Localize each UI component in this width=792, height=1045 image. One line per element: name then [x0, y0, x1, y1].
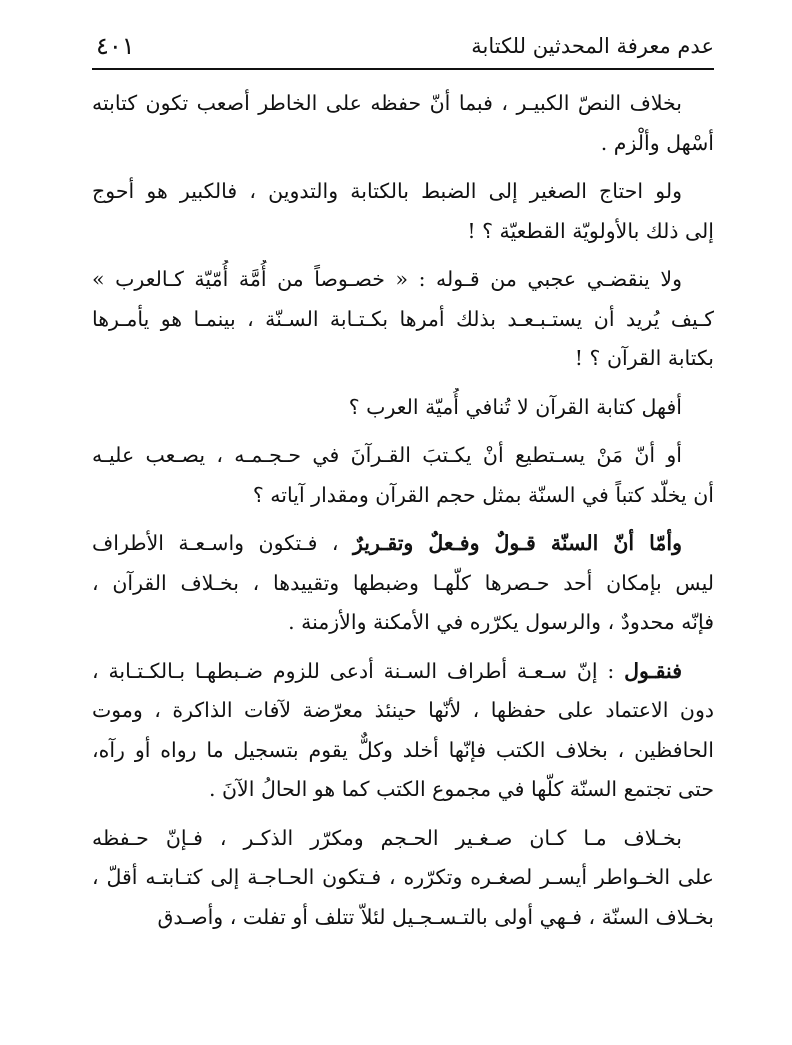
text-segment: أفهل كتابة القرآن لا تُنافي أُميّة العرب ؟: [348, 394, 682, 419]
text-line: [92, 84, 714, 124]
text-segment: الحافظين ، بخلاف الكتب فإنّها أخلد وكلٌّ يقوم بتسجيل ما رواه أو رآه،: [92, 737, 714, 762]
text-segment: ولا ينقضـي عجبي من قـوله : « خصـوصاً من أُمَّة أُمّيّة كـالعرب »: [92, 267, 682, 291]
text-line: [92, 436, 714, 476]
text-line: [92, 212, 714, 252]
text-segment: فإنّه محدودٌ ، والرسول يكرّره في الأمكنة والأزمنة .: [288, 610, 714, 634]
text-segment: أن يخلّد كتباً في السنّة بمثل حجم القرآن ومقدار آياته ؟: [252, 482, 714, 507]
text-line: [92, 603, 714, 643]
text-segment: بخلاف النصّ الكبيـر ، فبما أنّ حفظه على الخاطر أصعب تكون كتابته: [92, 91, 682, 115]
text-segment: : إنّ سـعـة أطراف السـنة أدعى للزوم ضـبطهـا بـالكـتـابة ،: [92, 658, 625, 683]
page-header: [92, 24, 714, 70]
text-segment: إلى ذلك بالأولويّة القطعيّة ؟ !: [467, 218, 714, 243]
text-segment: ليس بإمكان أحد حـصرها كلّهـا وضبطها وتقييدها ، بخـلاف القرآن ،: [92, 570, 714, 595]
text-segment: أسْهل وألْزم .: [600, 130, 714, 155]
paragraph: [92, 652, 714, 810]
text-line: [92, 770, 714, 810]
text-segment: ، فـتكون واسـعـة الأطراف: [92, 531, 353, 555]
paragraph: [92, 84, 714, 163]
text-line: [92, 388, 714, 428]
text-segment: بكتابة القرآن ؟ !: [574, 346, 714, 370]
text-line: [92, 819, 714, 859]
text-segment: على الخـواطر أيسـر لصغـره وتكرّره ، فـتكون الحـاجـة إلى كتـابتـه أقلّ ،: [92, 865, 714, 889]
text-segment: دون الاعتماد على حفظها ، لأنّها حينئذ معرّضة لآفات الذاكرة ، وموت: [92, 698, 714, 722]
paragraph: [92, 524, 714, 643]
bold-text-segment: وأمّا أنّ السنّة قـولٌ وفـعلٌ وتقـريرٌ: [352, 531, 683, 555]
text-line: [92, 731, 714, 771]
bold-text-segment: فنقـول: [624, 658, 683, 683]
text-line: [92, 652, 714, 692]
text-line: [92, 691, 714, 731]
text-line: [92, 260, 714, 300]
text-line: [92, 300, 714, 340]
text-line: [92, 898, 714, 938]
text-segment: بخـلاف السنّة ، فـهي أولى بالتـسـجـيل لئلاّ تتلف أو تفلت ، وأصـدق: [157, 904, 714, 929]
text-line: [92, 564, 714, 604]
paragraph: [92, 436, 714, 515]
book-page: [92, 24, 714, 937]
text-line: [92, 172, 714, 212]
text-line: [92, 858, 714, 898]
text-segment: بخـلاف مـا كـان صـغـير الحـجم ومكرّر الذكـر ، فـإنّ حـفظه: [92, 825, 682, 850]
text-line: [92, 124, 714, 164]
text-segment: حتى تجتمع السنّة كلّها في مجموع الكتب كما هو الحالُ الآنَ .: [208, 777, 714, 801]
text-segment: أو أنّ مَنْ يسـتطيع أنْ يكـتبَ القـرآنَ في حـجـمـه ، يصـعب عليـه: [92, 443, 682, 467]
page-body: [92, 84, 714, 937]
paragraph: [92, 388, 714, 428]
text-line: [92, 339, 714, 379]
text-segment: ولو احتاج الصغير إلى الضبط بالكتابة والتدوين ، فالكبير هو أحوج: [92, 179, 682, 203]
page-number: ٤٠١: [96, 32, 135, 60]
running-title: عدم معرفة المحدثين للكتابة: [471, 34, 714, 58]
paragraph: [92, 260, 714, 379]
paragraph: [92, 172, 714, 251]
text-line: [92, 476, 714, 516]
text-line: [92, 524, 714, 564]
text-segment: كـيف يُريد أن يستـبـعـد بذلك أمرها بكـتـابة السـنّة ، بينمـا هو يأمـرها: [92, 306, 714, 331]
paragraph: [92, 819, 714, 938]
